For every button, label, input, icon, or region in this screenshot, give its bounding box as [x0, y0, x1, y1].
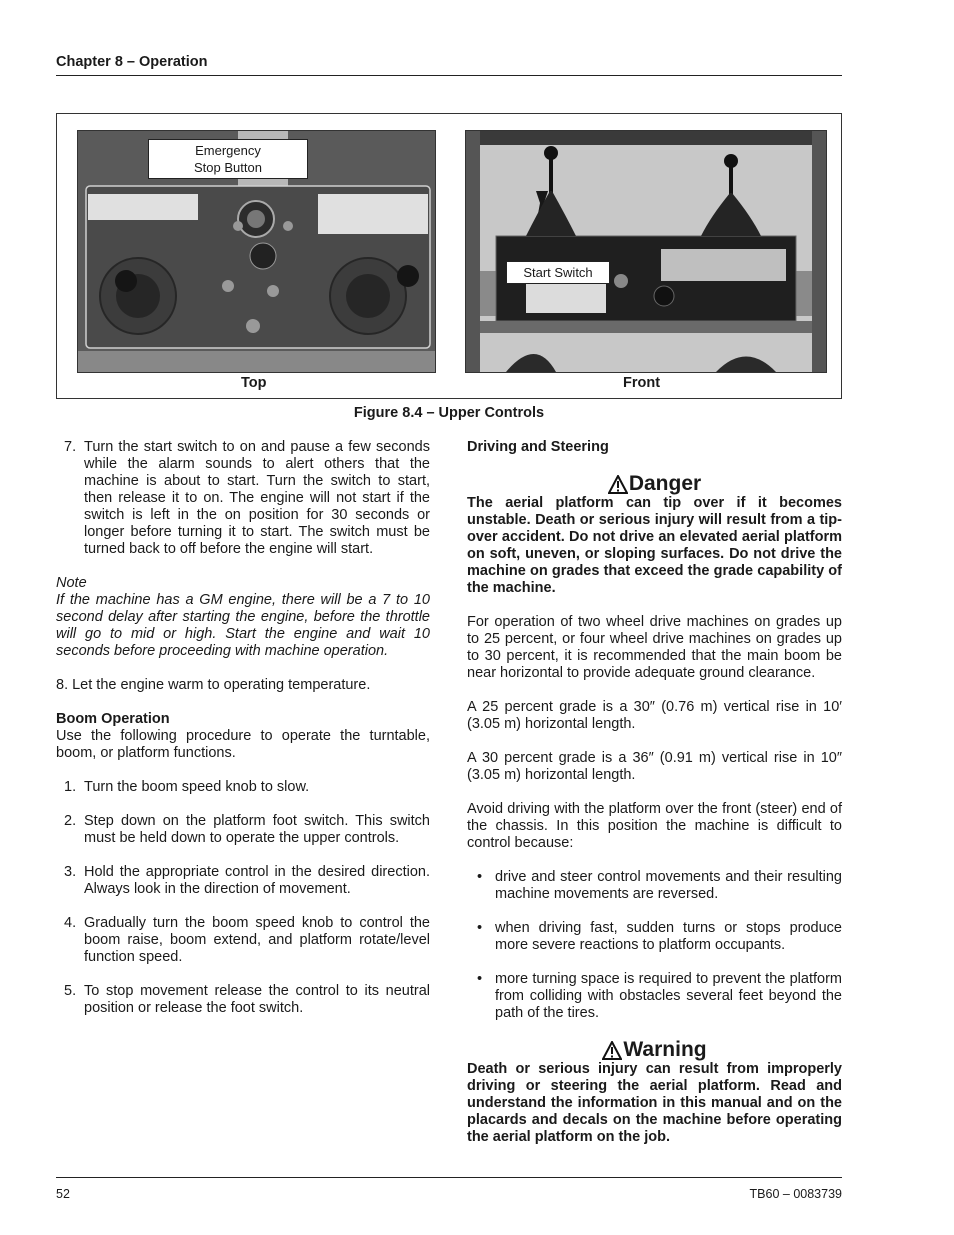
driving-steering-heading: Driving and Steering [467, 439, 609, 455]
footer-rule [56, 1177, 842, 1178]
boom-intro: Use the following procedure to operate the turntable, boom, or platform functions. [56, 728, 430, 761]
top-photo-caption: Top [241, 375, 267, 391]
boom-step-number: 3. [64, 864, 77, 880]
emergency-callout-line1: Emergency [195, 143, 261, 158]
boom-step [56, 915, 430, 966]
boom-step-text: Turn the boom speed knob to slow. [84, 779, 310, 795]
grade-paragraph: For operation of two wheel drive machines on grades up to 25 percent, or four wheel drive machines on grades up to 30 percent, it is recommended that the main boom be near horizontal to provide adequate ground clearance. [467, 614, 842, 681]
bullet-dot: • [477, 869, 483, 885]
note-title: Note [56, 575, 87, 591]
left-column [56, 439, 430, 1017]
danger-text: The aerial platform can tip over if it becomes unstable. Death or serious injury will result from a tip-over accident. Do not drive an elevated aerial platform on soft, uneven, or sloping surfaces. Do not drive the machine on grades that exceed the grade capability of the machine. [467, 495, 842, 596]
warning-heading [467, 1039, 842, 1061]
step-7 [56, 439, 430, 558]
boom-step [56, 813, 430, 847]
warning-text: Death or serious injury can result from improperly driving or steering the aerial platform. Read and understand the information in this manual and on the placards and decals on the machine before operating the aerial platform on the job. [467, 1061, 842, 1145]
boom-step-number: 5. [64, 983, 77, 999]
boom-step-text: Step down on the platform foot switch. This switch must be held down to operate the upper controls. [84, 813, 430, 846]
step-7-number: 7. [64, 439, 77, 455]
bullet-text: more turning space is required to prevent the platform from colliding with obstacles several feet beyond the path of the tires. [495, 971, 842, 1021]
chapter-header: Chapter 8 – Operation [56, 54, 208, 70]
boom-step [56, 864, 430, 898]
step-8: 8. Let the engine warm to operating temperature. [56, 677, 371, 693]
boom-operation-heading: Boom Operation [56, 711, 170, 727]
boom-step [56, 779, 430, 796]
emergency-stop-callout [148, 139, 308, 179]
boom-step-text: Gradually turn the boom speed knob to control the boom raise, boom extend, and platform rotate/level function speed. [84, 915, 430, 965]
boom-step-number: 2. [64, 813, 77, 829]
step-7-text: Turn the start switch to on and pause a few seconds while the alarm sounds to alert others that the machine is about to start. Turn the switch to start, then release it to on. The engine will not start if the switch is left in the on position for 30 seconds or longer before turning it to start. The switch must be turned back to off before the engine will start. [84, 439, 430, 557]
header-rule [56, 75, 842, 76]
boom-step [56, 983, 430, 1017]
front-photo-illustration [466, 131, 826, 372]
bullet-dot: • [477, 971, 483, 987]
boom-step-text: Hold the appropriate control in the desired direction. Always look in the direction of movement. [84, 864, 430, 897]
warning-triangle-icon [602, 1041, 622, 1060]
right-column [467, 439, 842, 1146]
note-text: If the machine has a GM engine, there will be a 7 to 10 second delay after starting the engine, before the throttle will go to mid or high. Start the engine and wait 10 seconds before proceeding with machine operation. [56, 592, 430, 659]
boom-step-number: 1. [64, 779, 77, 795]
avoid-driving-paragraph: Avoid driving with the platform over the front (steer) end of the chassis. In this position the machine is difficult to control because: [467, 801, 842, 851]
figure-box [56, 113, 842, 399]
danger-heading [467, 473, 842, 495]
upper-controls-top-photo [77, 130, 436, 373]
emergency-callout-line2: Stop Button [194, 160, 262, 175]
bullet-dot: • [477, 920, 483, 936]
page-number: 52 [56, 1187, 70, 1201]
document-number: TB60 – 0083739 [749, 1187, 842, 1201]
start-switch-callout: Start Switch [506, 261, 610, 284]
boom-step-text: To stop movement release the control to its neutral position or release the foot switch. [84, 983, 430, 1016]
grade-25-paragraph: A 25 percent grade is a 30″ (0.76 m) vertical rise in 10′ (3.05 m) horizontal length. [467, 699, 842, 732]
bullet-item [467, 869, 842, 903]
bullet-item [467, 920, 842, 954]
boom-step-number: 4. [64, 915, 77, 931]
warning-triangle-icon [608, 475, 628, 494]
bullet-text: when driving fast, sudden turns or stops produce more severe reactions to platform occupants. [495, 920, 842, 953]
figure-caption: Figure 8.4 – Upper Controls [353, 405, 545, 421]
danger-title: Danger [628, 472, 702, 495]
bullet-text: drive and steer control movements and their resulting machine movements are reversed. [495, 869, 842, 902]
grade-30-paragraph: A 30 percent grade is a 36″ (0.91 m) vertical rise in 10″ (3.05 m) horizontal length. [467, 750, 842, 783]
bullet-item [467, 971, 842, 1022]
front-photo-caption: Front [623, 375, 661, 391]
warning-title: Warning [623, 1038, 707, 1061]
upper-controls-front-photo [465, 130, 827, 373]
